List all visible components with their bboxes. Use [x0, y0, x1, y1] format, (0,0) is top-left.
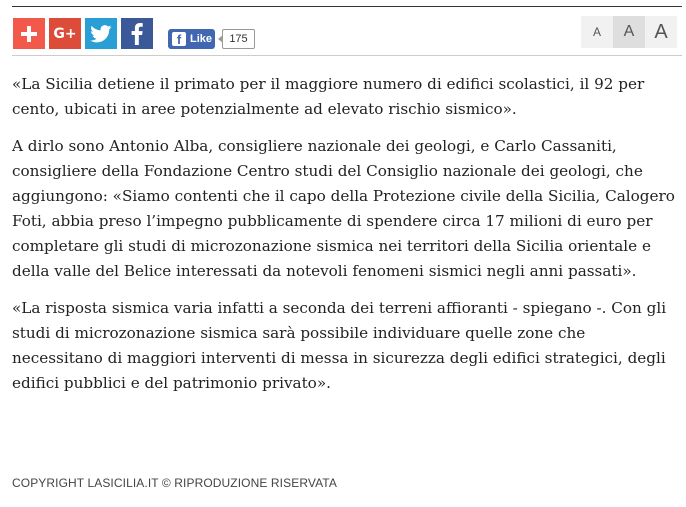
article-paragraph: «La Sicilia detiene il primato per il maggiore numero di edifici scolastici, il 92 per cento, ubicati in aree potenzialmente ad elevato rischio sismico».	[12, 75, 645, 118]
article-body	[12, 72, 680, 408]
font-size-small-button[interactable]: A	[581, 16, 613, 48]
font-size-large-button[interactable]: A	[645, 16, 677, 48]
copyright-notice: COPYRIGHT LASICILIA.IT © RIPRODUZIONE RISERVATA	[12, 476, 337, 490]
article-paragraph: «La risposta sismica varia infatti a seconda dei terreni affioranti - spiegano -. Con gli studi di microzonazione sismica sarà possibile individuare quelle zone che necessitano di maggiori interventi di messa in sicurezza degli edifici strategici, degli edifici pubblici e del patrimonio privato».	[12, 299, 667, 392]
like-count: 175	[222, 29, 255, 49]
font-size-medium-button[interactable]: A	[613, 16, 645, 48]
facebook-icon	[131, 23, 143, 45]
share-twitter-button[interactable]	[85, 18, 117, 49]
share-toolbar	[12, 6, 682, 56]
plus-icon	[20, 25, 38, 43]
google-plus-icon: G+	[53, 25, 77, 42]
share-facebook-button[interactable]	[121, 18, 153, 49]
article-paragraph: A dirlo sono Antonio Alba, consigliere nazionale dei geologi, e Carlo Cassaniti, consigliere della Fondazione Centro studi del Consiglio nazionale dei geologi, che aggiungono: «Siamo contenti che il capo della Protezione civile della Sicilia, Calogero Foti, abbia preso l’impegno pubblicamente di spendere circa 17 milioni di euro per completare gli studi di microzonazione sismica nei territori della Sicilia orientale e della valle del Belice interessati da notevoli fenomeni sismici negli anni passati».	[12, 137, 675, 280]
share-plus-button[interactable]	[13, 18, 45, 49]
share-google-plus-button[interactable]	[49, 18, 81, 49]
facebook-logo-icon: f	[172, 32, 186, 46]
font-size-controls	[581, 16, 677, 48]
twitter-icon	[90, 25, 112, 43]
facebook-like-button[interactable]	[168, 29, 215, 49]
like-label: Like	[190, 33, 213, 45]
